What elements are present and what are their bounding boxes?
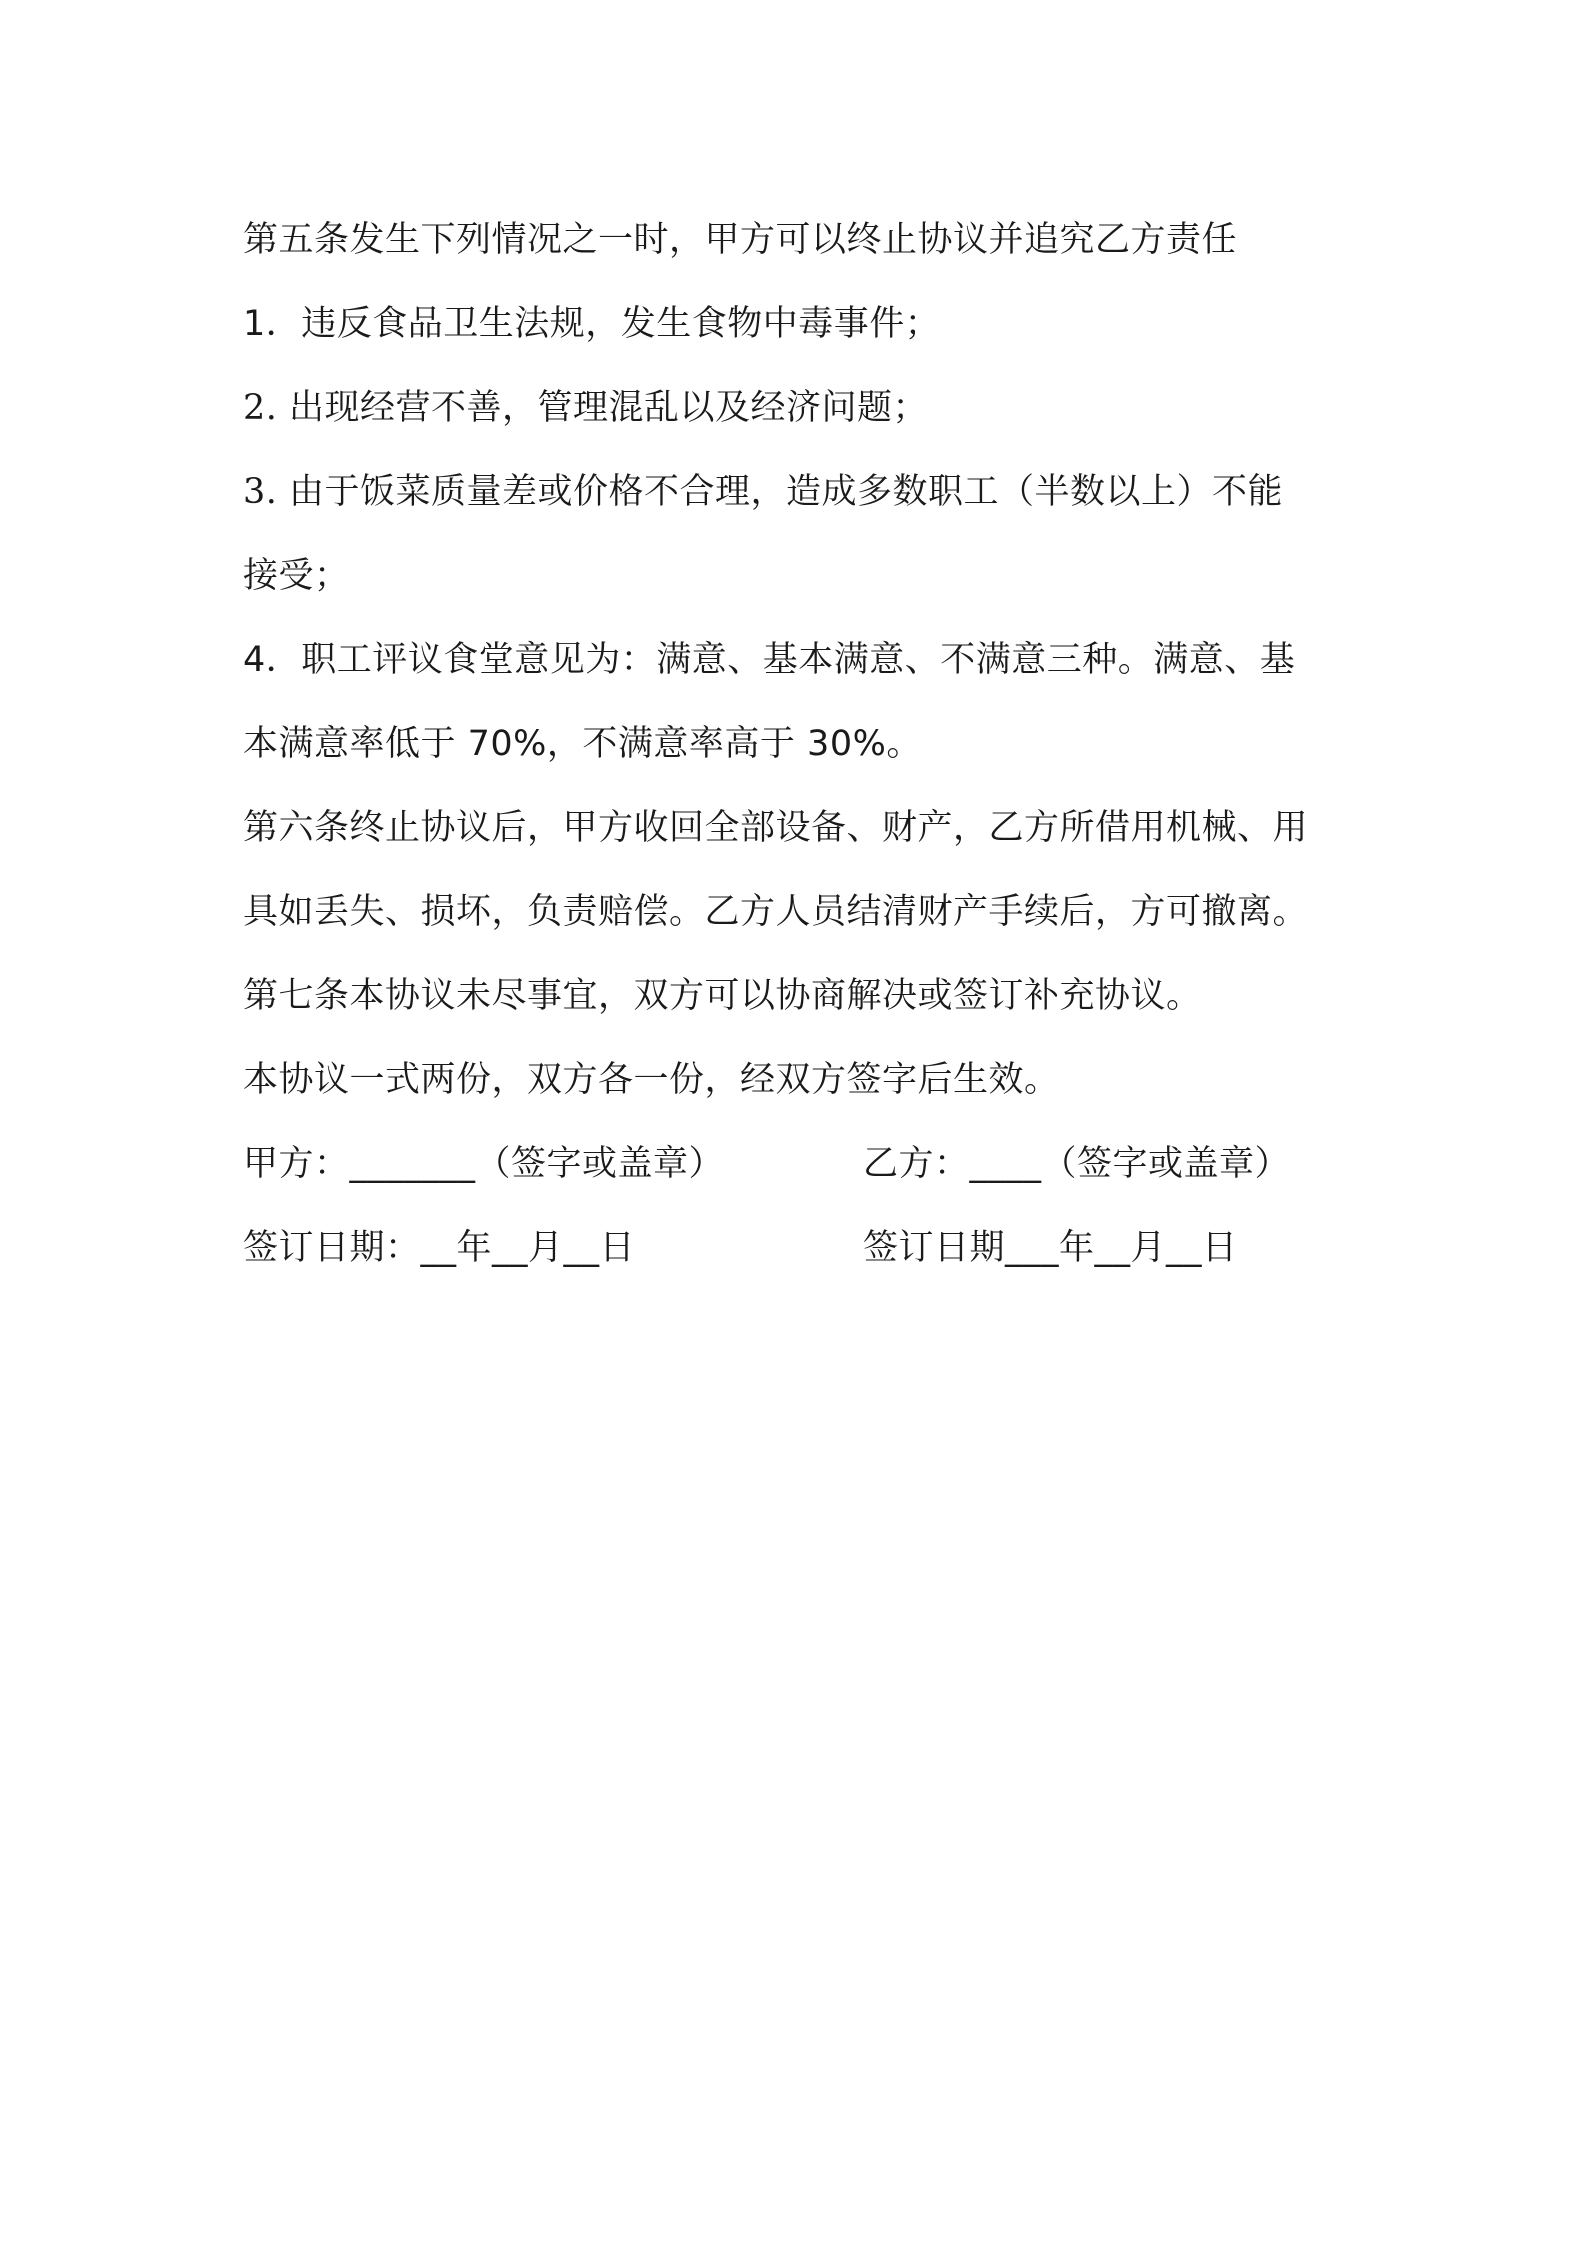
item-number: 3. bbox=[243, 472, 278, 512]
signature-row bbox=[243, 1122, 1363, 1206]
copies-clause bbox=[243, 1038, 1363, 1122]
party-a-signature: 甲方：_______（签字或盖章） bbox=[243, 1144, 725, 1184]
article-6 bbox=[243, 786, 1363, 870]
line-text: 4．职工评议食堂意见为：满意、基本满意、不满意三种。满意、基 bbox=[243, 640, 1296, 680]
party-b-date: 签订日期___年__月__日 bbox=[863, 1228, 1238, 1268]
line-text: 出现经营不善，管理混乱以及经济问题； bbox=[277, 388, 929, 428]
article-5-item-4-continued bbox=[243, 702, 1363, 786]
line-text: 第六条终止协议后，甲方收回全部设备、财产，乙方所借用机械、用 bbox=[243, 808, 1309, 848]
line-text: 由于饭菜质量差或价格不合理，造成多数职工（半数以上）不能 bbox=[277, 472, 1284, 512]
party-a-date: 签订日期：__年__月__日 bbox=[243, 1228, 636, 1268]
article-5-item-3 bbox=[243, 450, 1363, 534]
line-text: 具如丢失、损坏，负责赔偿。乙方人员结清财产手续后，方可撤离。 bbox=[243, 892, 1309, 932]
party-b-signature: 乙方：____（签字或盖章） bbox=[863, 1144, 1291, 1184]
line-text: 本满意率低于 70%，不满意率高于 30%。 bbox=[243, 724, 922, 764]
date-row bbox=[243, 1206, 1363, 1290]
article-5-item-1 bbox=[243, 282, 1363, 366]
line-text: 第五条发生下列情况之一时，甲方可以终止协议并追究乙方责任 bbox=[243, 220, 1238, 260]
article-7 bbox=[243, 954, 1363, 1038]
article-5-heading bbox=[243, 198, 1363, 282]
line-text: 本协议一式两份，双方各一份，经双方签字后生效。 bbox=[243, 1060, 1060, 1100]
line-text: 1．违反食品卫生法规，发生食物中毒事件； bbox=[243, 304, 941, 344]
article-5-item-3-continued bbox=[243, 534, 1363, 618]
document-body bbox=[243, 198, 1363, 1290]
article-6-continued bbox=[243, 870, 1363, 954]
item-number: 2. bbox=[243, 388, 278, 428]
line-text: 第七条本协议未尽事宜，双方可以协商解决或签订补充协议。 bbox=[243, 976, 1202, 1016]
article-5-item-2 bbox=[243, 366, 1363, 450]
line-text: 接受； bbox=[243, 556, 350, 596]
article-5-item-4 bbox=[243, 618, 1363, 702]
